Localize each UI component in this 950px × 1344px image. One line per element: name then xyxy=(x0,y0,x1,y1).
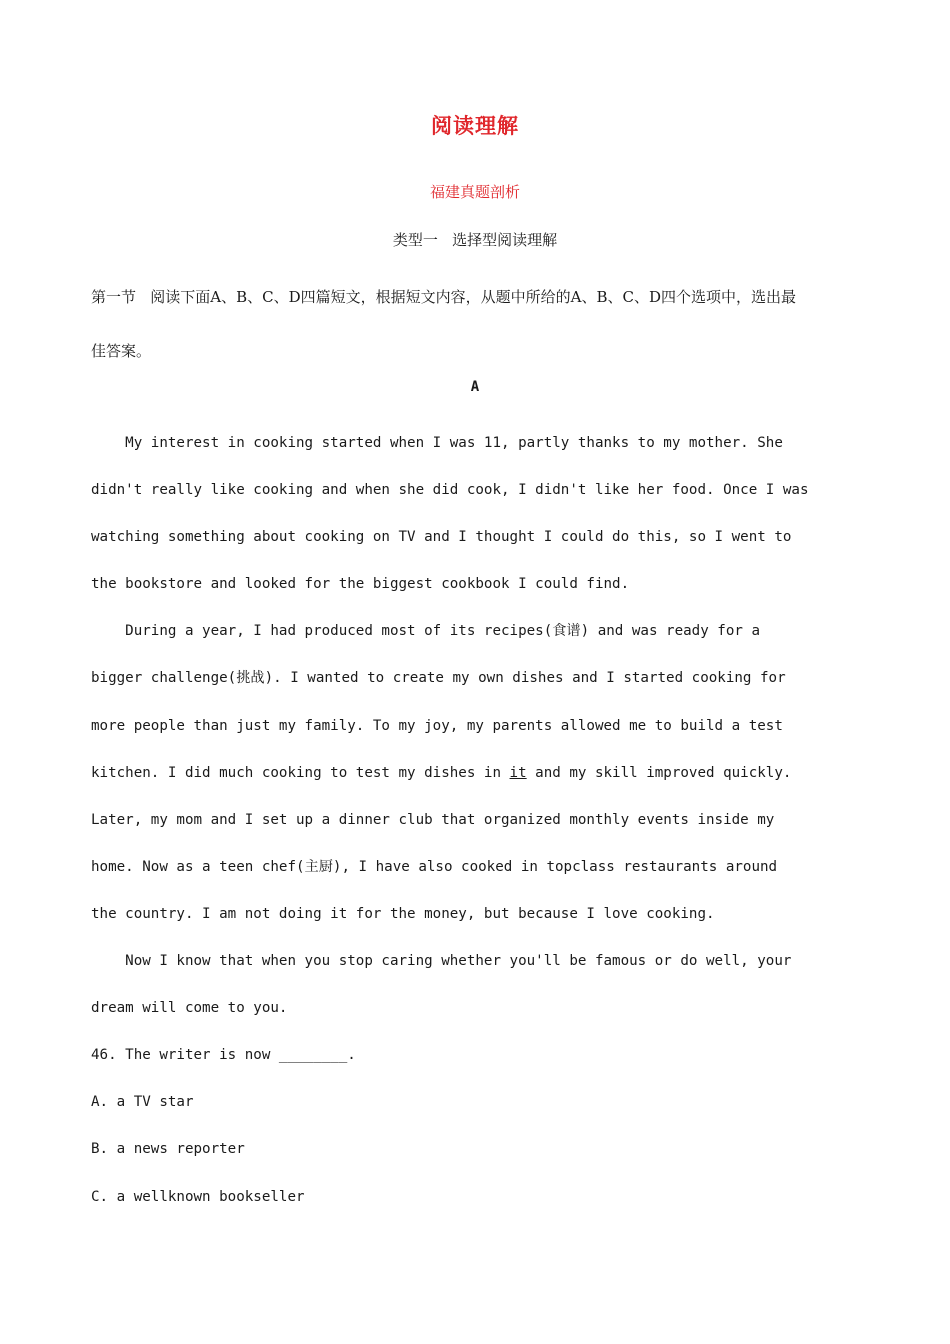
passage-line: the country. I am not doing it for the money, but because I love cooking. xyxy=(91,905,715,922)
passage-line: Later, my mom and I set up a dinner club that organized monthly events inside my xyxy=(91,811,775,828)
passage-line xyxy=(91,750,871,797)
page-subtitle: 福建真题剖析 xyxy=(429,183,520,201)
question-option: A. a TV star xyxy=(91,1094,194,1111)
underlined-word: it xyxy=(509,764,527,781)
question-option: C. a wellknown bookseller xyxy=(91,1188,305,1205)
instruction-paragraph xyxy=(91,270,861,378)
passage-label: A xyxy=(470,379,480,395)
passage-line: didn't really like cooking and when she did cook, I didn't like her food. Once I was xyxy=(91,482,809,499)
page-title: 阅读理解 xyxy=(431,113,519,138)
passage-line: dream will come to you. xyxy=(91,1000,288,1017)
passage-line: watching something about cooking on TV and I thought I could do this, so I went to xyxy=(91,529,792,546)
instruction-line: 第一节 阅读下面A、B、C、D四篇短文，根据短文内容，从题中所给的A、B、C、D四个选项中，选出最 xyxy=(91,288,797,306)
passage-body xyxy=(91,420,871,1221)
instruction-line: 佳答案。 xyxy=(91,342,152,360)
question-option: B. a news reporter xyxy=(91,1141,245,1158)
passage-line: Now I know that when you stop caring whether you'll be famous or do well, your xyxy=(91,953,792,970)
passage-line: more people than just my family. To my joy, my parents allowed me to build a test xyxy=(91,717,783,734)
section-type-label: 类型一 选择型阅读理解 xyxy=(392,231,558,249)
passage-line: During a year, I had produced most of its recipes(食谱) and was ready for a xyxy=(91,623,760,640)
passage-line: bigger challenge(挑战). I wanted to create my own dishes and I started cooking for xyxy=(91,670,786,687)
passage-text: kitchen. I did much cooking to test my dishes in xyxy=(91,764,510,781)
passage-line: home. Now as a teen chef(主厨), I have also cooked in topclass restaurants around xyxy=(91,858,778,875)
passage-text: and my skill improved quickly. xyxy=(526,764,792,781)
passage-line: the bookstore and looked for the biggest cookbook I could find. xyxy=(91,576,630,593)
passage-line: My interest in cooking started when I was 11, partly thanks to my mother. She xyxy=(91,435,783,451)
question-stem: 46. The writer is now ________. xyxy=(91,1047,356,1064)
